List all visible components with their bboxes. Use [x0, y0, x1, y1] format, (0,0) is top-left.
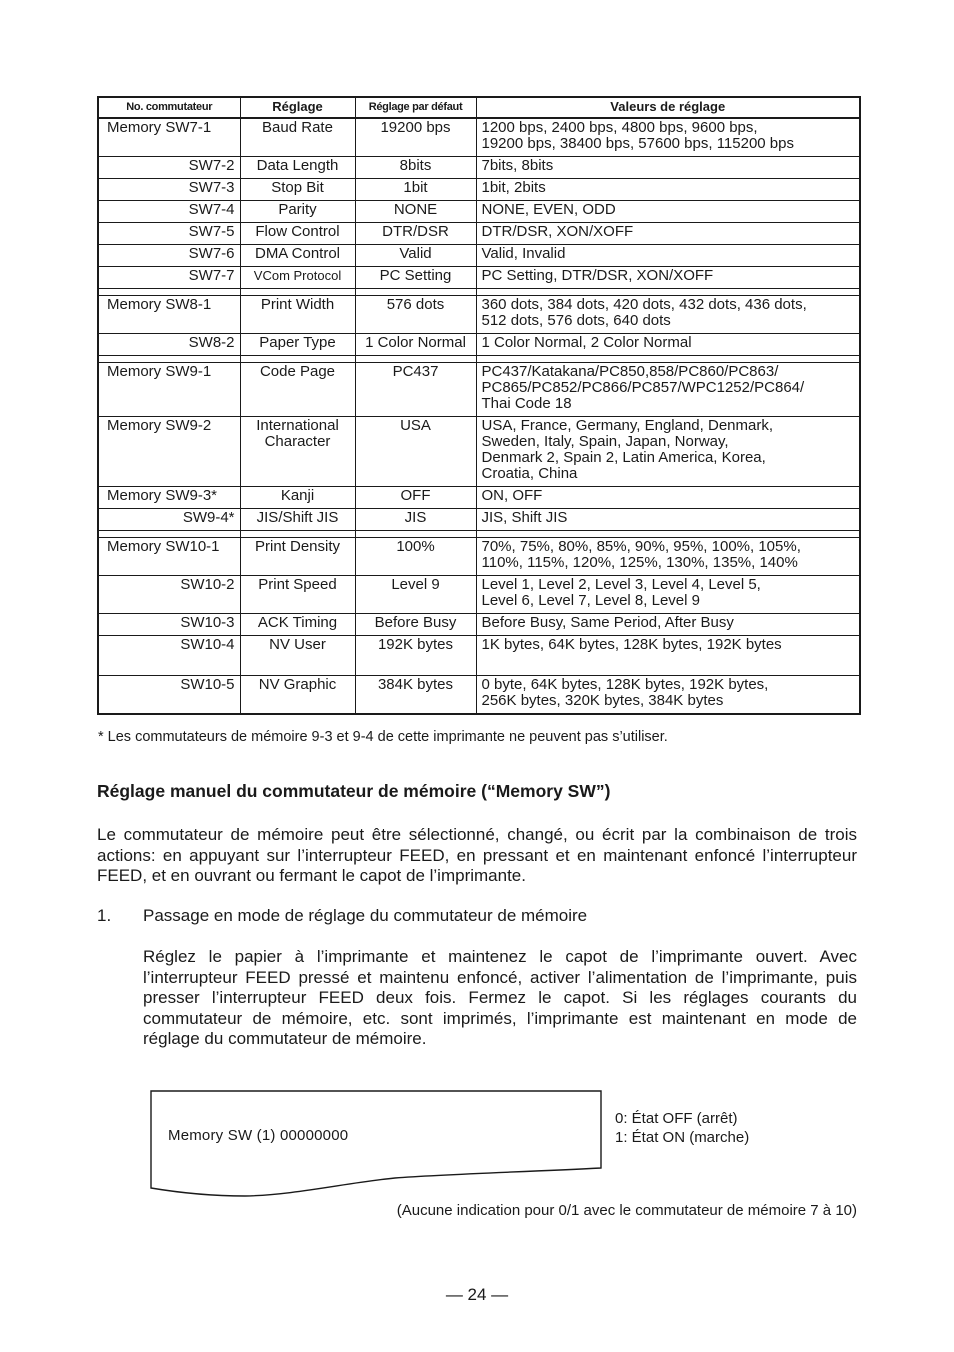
separator-cell [98, 356, 240, 363]
separator-cell [240, 356, 355, 363]
table-row [98, 487, 860, 509]
separator-cell [240, 289, 355, 296]
cell-values [476, 201, 860, 223]
value-line: Croatia, China [481, 465, 578, 482]
separator-cell [476, 356, 860, 363]
cell-values [476, 417, 860, 487]
table-row [98, 538, 860, 576]
cell-switch-no: SW7-4 [98, 201, 240, 223]
cell-values [476, 296, 860, 334]
cell-default: Valid [355, 245, 476, 267]
step-number: 1. [97, 906, 112, 925]
cell-switch-no: SW10-5 [98, 676, 240, 715]
cell-values [476, 334, 860, 356]
table-row [98, 636, 860, 676]
cell-values [476, 363, 860, 417]
value-line: 110%, 115%, 120%, 125%, 130%, 135%, 140% [481, 554, 798, 571]
value-line: Thai Code 18 [481, 395, 572, 412]
cell-switch-no: SW7-6 [98, 245, 240, 267]
cell-setting: ACK Timing [240, 614, 355, 636]
cell-setting: Print Speed [240, 576, 355, 614]
cell-default: USA [355, 417, 476, 487]
cell-switch-no: SW7-7 [98, 267, 240, 289]
printout-memory-sw-line: Memory SW (1) 00000000 [168, 1127, 349, 1144]
table-footnote: * Les commutateurs de mémoire 9-3 et 9-4 de cette imprimante ne peuvent pas s’utiliser. [98, 729, 668, 745]
cell-default: Before Busy [355, 614, 476, 636]
table-header-row [98, 97, 860, 118]
value-line: Level 6, Level 7, Level 8, Level 9 [481, 592, 700, 609]
table-row [98, 676, 860, 715]
header-values: Valeurs de réglage [476, 97, 860, 118]
value-line: 1bit, 2bits [481, 179, 546, 196]
header-switch-no: No. commutateur [98, 97, 240, 118]
bit-state-legend [615, 1109, 749, 1147]
header-default: Réglage par défaut [355, 97, 476, 118]
cell-setting: Code Page [240, 363, 355, 417]
cell-setting: NV User [240, 636, 355, 676]
cell-switch-no: SW7-3 [98, 179, 240, 201]
cell-values [476, 636, 860, 676]
printout-note: (Aucune indication pour 0/1 avec le commutateur de mémoire 7 à 10) [396, 1202, 857, 1219]
separator-cell [355, 531, 476, 538]
cell-setting: DMA Control [240, 245, 355, 267]
legend-on: 1: État ON (marche) [615, 1129, 750, 1146]
cell-switch-no: SW10-3 [98, 614, 240, 636]
cell-switch-no: Memory SW9-1 [98, 363, 240, 417]
cell-default: 384K bytes [355, 676, 476, 715]
value-line: 70%, 75%, 80%, 85%, 90%, 95%, 100%, 105%, [481, 538, 801, 555]
cell-setting: Paper Type [240, 334, 355, 356]
memory-switch-table [97, 96, 861, 715]
cell-values [476, 614, 860, 636]
value-line: DTR/DSR, XON/XOFF [481, 223, 634, 240]
table-row [98, 179, 860, 201]
cell-default: 8bits [355, 157, 476, 179]
cell-switch-no: Memory SW9-3* [98, 487, 240, 509]
value-line: Level 1, Level 2, Level 3, Level 4, Level 5, [481, 576, 761, 593]
value-line: PC865/PC852/PC866/PC857/WPC1252/PC864/ [481, 379, 805, 396]
cell-values [476, 576, 860, 614]
separator-cell [98, 531, 240, 538]
separator-cell [476, 531, 860, 538]
cell-default: PC Setting [355, 267, 476, 289]
cell-values [476, 509, 860, 531]
cell-values [476, 538, 860, 576]
value-line: Denmark 2, Spain 2, Latin America, Korea, [481, 449, 766, 466]
table-body [98, 118, 860, 714]
value-line: 19200 bps, 38400 bps, 57600 bps, 115200 bps [481, 135, 794, 152]
legend-off: 0: État OFF (arrêt) [615, 1110, 738, 1127]
cell-default: 576 dots [355, 296, 476, 334]
table-row [98, 118, 860, 157]
table-row [98, 157, 860, 179]
table-row [98, 245, 860, 267]
value-line: 360 dots, 384 dots, 420 dots, 432 dots, 436 dots, [481, 296, 807, 313]
cell-default: 19200 bps [355, 118, 476, 157]
table-row [98, 363, 860, 417]
cell-values [476, 487, 860, 509]
separator-cell [476, 289, 860, 296]
intro-paragraph: Le commutateur de mémoire peut être sélectionné, changé, ou écrit par la combinaison de trois actions: en appuyant sur l’interrupteur FEED, en pressant et en maintenant enfoncé l’interrupteur FEED, et en ouvrant ou fermant le capot de l’imprimante. [97, 825, 857, 885]
cell-switch-no: Memory SW10-1 [98, 538, 240, 576]
cell-default: DTR/DSR [355, 223, 476, 245]
table-row [98, 223, 860, 245]
cell-values [476, 245, 860, 267]
cell-setting: Print Density [240, 538, 355, 576]
value-line: PC Setting, DTR/DSR, XON/XOFF [481, 267, 714, 284]
value-line: NONE, EVEN, ODD [481, 201, 616, 218]
receipt-printout-illustration [145, 1088, 607, 1203]
cell-default: Level 9 [355, 576, 476, 614]
section-title: Réglage manuel du commutateur de mémoire (“Memory SW”) [97, 781, 611, 801]
table-row [98, 334, 860, 356]
cell-setting: Flow Control [240, 223, 355, 245]
cell-switch-no: Memory SW8-1 [98, 296, 240, 334]
cell-default: 1 Color Normal [355, 334, 476, 356]
cell-setting: NV Graphic [240, 676, 355, 715]
step-title: Passage en mode de réglage du commutateur de mémoire [143, 906, 588, 925]
page-number: — 24 — [445, 1285, 509, 1304]
value-line: 7bits, 8bits [481, 157, 554, 174]
value-line: PC437/Katakana/PC850,858/PC860/PC863/ [481, 363, 779, 380]
cell-values [476, 118, 860, 157]
cell-switch-no: SW10-4 [98, 636, 240, 676]
separator-cell [355, 289, 476, 296]
cell-setting: JIS/Shift JIS [240, 509, 355, 531]
cell-default: JIS [355, 509, 476, 531]
cell-setting: VCom Protocol [240, 267, 355, 289]
cell-setting: International Character [240, 417, 355, 487]
value-line: 512 dots, 576 dots, 640 dots [481, 312, 671, 329]
cell-switch-no: Memory SW9-2 [98, 417, 240, 487]
value-line: 0 byte, 64K bytes, 128K bytes, 192K bytes, [481, 676, 769, 693]
table-row [98, 201, 860, 223]
cell-values [476, 157, 860, 179]
value-line: Valid, Invalid [481, 245, 566, 262]
header-setting: Réglage [240, 97, 355, 118]
value-line: 1200 bps, 2400 bps, 4800 bps, 9600 bps, [481, 119, 758, 136]
value-line: 1 Color Normal, 2 Color Normal [481, 334, 692, 351]
value-line: JIS, Shift JIS [481, 509, 568, 526]
step-body: Réglez le papier à l’imprimante et maintenez le capot de l’imprimante ouvert. Avec l’interrupteur FEED pressé et maintenu enfoncé, activer l’alimentation de l’imprimante, puis presser l’interrupteur FEED deux fois. Fermez le capot. Si les réglages courants du commutateur de mémoire, etc. sont imprimés, l’imprimante est maintenant en mode de réglage du commutateur de mémoire. [143, 947, 857, 1048]
cell-default: 1bit [355, 179, 476, 201]
cell-values [476, 676, 860, 715]
cell-values [476, 267, 860, 289]
value-line: Before Busy, Same Period, After Busy [481, 614, 734, 631]
cell-setting: Baud Rate [240, 118, 355, 157]
group-separator [98, 356, 860, 363]
cell-default: NONE [355, 201, 476, 223]
cell-switch-no: SW10-2 [98, 576, 240, 614]
cell-setting: Stop Bit [240, 179, 355, 201]
value-line: Sweden, Italy, Spain, Japan, Norway, [481, 433, 729, 450]
cell-setting: Parity [240, 201, 355, 223]
memory-switch-table-container [97, 96, 859, 715]
separator-cell [355, 356, 476, 363]
separator-cell [240, 531, 355, 538]
table-row [98, 576, 860, 614]
cell-switch-no: SW7-5 [98, 223, 240, 245]
cell-switch-no: Memory SW7-1 [98, 118, 240, 157]
cell-switch-no: SW7-2 [98, 157, 240, 179]
group-separator [98, 289, 860, 296]
value-line: ON, OFF [481, 487, 543, 504]
table-row [98, 296, 860, 334]
cell-default: 100% [355, 538, 476, 576]
group-separator [98, 531, 860, 538]
value-line: 1K bytes, 64K bytes, 128K bytes, 192K bytes [481, 636, 782, 653]
table-row [98, 509, 860, 531]
table-row [98, 614, 860, 636]
cell-values [476, 179, 860, 201]
cell-setting: Kanji [240, 487, 355, 509]
separator-cell [98, 289, 240, 296]
table-row [98, 267, 860, 289]
value-line: 256K bytes, 320K bytes, 384K bytes [481, 692, 724, 709]
value-line: USA, France, Germany, England, Denmark, [481, 417, 774, 434]
cell-setting: Print Width [240, 296, 355, 334]
cell-setting: Data Length [240, 157, 355, 179]
cell-switch-no: SW9-4* [98, 509, 240, 531]
cell-values [476, 223, 860, 245]
cell-default: OFF [355, 487, 476, 509]
cell-default: PC437 [355, 363, 476, 417]
cell-switch-no: SW8-2 [98, 334, 240, 356]
table-row [98, 417, 860, 487]
cell-default: 192K bytes [355, 636, 476, 676]
